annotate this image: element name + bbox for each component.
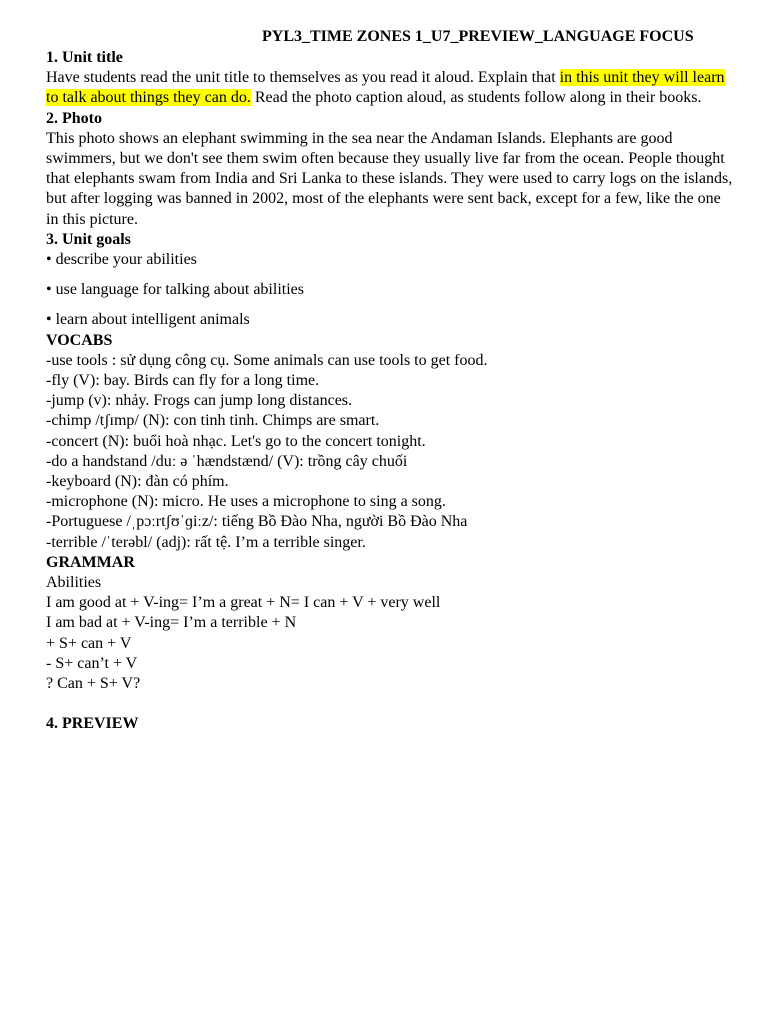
blank-line <box>46 694 736 714</box>
photo-heading: 2. Photo <box>46 109 102 127</box>
grammar-line: I am bad at + V-ing= I’m a terrible + N <box>46 614 297 632</box>
vocab-item: -microphone (N): micro. He uses a microphone to sing a song. <box>46 493 446 511</box>
vocab-item: -chimp /tʃɪmp/ (N): con tinh tinh. Chimps are smart. <box>46 412 380 430</box>
document-page <box>46 26 736 735</box>
vocab-item: -concert (N): buổi hoà nhạc. Let's go to the concert tonight. <box>46 432 426 450</box>
goal-item: • describe your abilities <box>46 251 197 269</box>
vocab-item: -Portuguese /ˌpɔːrtʃʊˈɡiːz/: tiếng Bồ Đào Nha, người Bồ Đào Nha <box>46 513 468 531</box>
grammar-heading: GRAMMAR <box>46 553 135 571</box>
grammar-line: - S+ can’t + V <box>46 654 138 672</box>
unit-title-heading: 1. Unit title <box>46 49 123 66</box>
goal-item: • use language for talking about abilities <box>46 281 304 299</box>
goal-item: • learn about intelligent animals <box>46 311 250 329</box>
vocab-item: -terrible /ˈterəbl/ (adj): rất tệ. I’m a terrible singer. <box>46 533 366 551</box>
grammar-line: Abilities <box>46 574 102 592</box>
grammar-line: I am good at + V-ing= I’m a great + N= I can + V + very well <box>46 594 441 612</box>
vocab-item: -fly (V): bay. Birds can fly for a long time. <box>46 372 320 390</box>
unit-title-highlight: in this unit they will learn to talk about things they can do. <box>46 69 725 107</box>
vocabs-heading: VOCABS <box>46 331 113 349</box>
document-title: PYL3_TIME ZONES 1_U7_PREVIEW_LANGUAGE FOCUS <box>262 28 694 45</box>
vocab-item: -use tools : sử dụng công cụ. Some animals can use tools to get food. <box>46 351 488 369</box>
photo-paragraph: This photo shows an elephant swimming in the sea near the Andaman Islands. Elephants are good swimmers, but we don't see them swim often because they usually live far from the ocean. People thought that elephants swam from India and Sri Lanka to these islands. They were used to carry logs on the islands, but after logging was banned in 2002, most of the elephants were sent back, except for a few, like the one in this picture. <box>46 129 733 228</box>
grammar-line: + S+ can + V <box>46 634 132 652</box>
unit-title-paragraph <box>46 68 736 108</box>
vocab-item: -jump (v): nhảy. Frogs can jump long distances. <box>46 392 353 410</box>
vocab-item: -keyboard (N): đàn có phím. <box>46 473 229 491</box>
unit-goals-heading: 3. Unit goals <box>46 230 131 248</box>
vocab-item: -do a handstand /duː ə ˈhændstænd/ (V): trồng cây chuối <box>46 452 408 470</box>
grammar-line: ? Can + S+ V? <box>46 675 141 693</box>
preview-heading: 4. PREVIEW <box>46 715 139 733</box>
unit-title-text-before: Have students read the unit title to themselves as you read it aloud. Explain that <box>46 69 560 87</box>
unit-title-text-after: Read the photo caption aloud, as students follow along in their books. <box>250 89 702 107</box>
